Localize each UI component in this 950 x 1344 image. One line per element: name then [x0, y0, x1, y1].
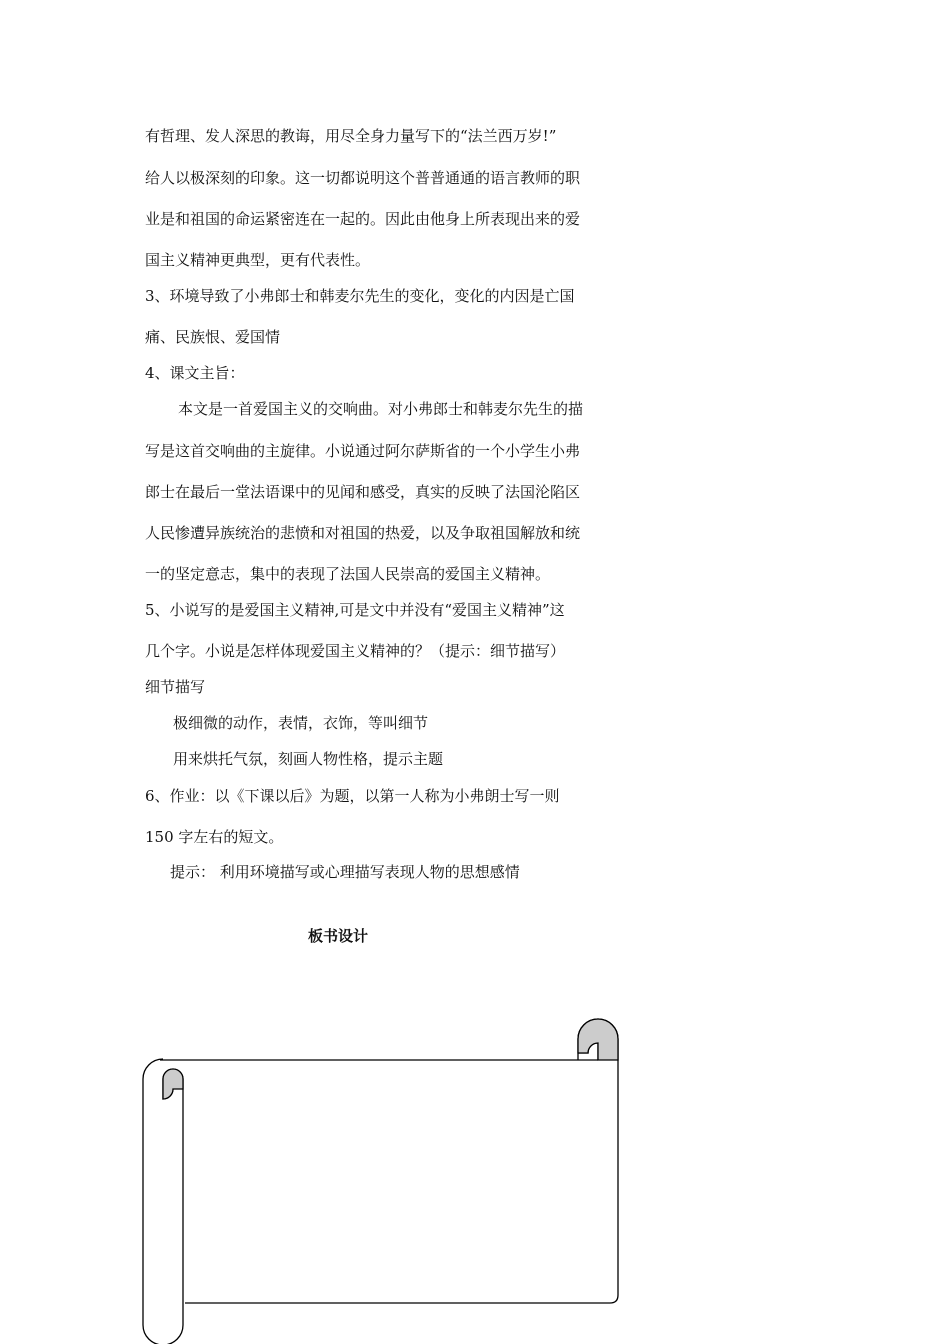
item-4-heading: 4、课文主旨：: [145, 364, 245, 382]
paragraph-line: 给人以极深刻的印象。这一切都说明这个普普通通的语言教师的职: [145, 169, 581, 187]
detail-line: 极细微的动作，表情，衣饰，等叫细节: [173, 714, 429, 732]
board-design-heading: 板书设计: [308, 927, 369, 945]
paragraph-line: 有哲理、发人深思的教诲，用尽全身力量写下的“法兰西万岁!”: [145, 127, 557, 145]
paragraph-line: 国主义精神更典型，更有代表性。: [145, 251, 371, 269]
theme-paragraph-line: 写是这首交响曲的主旋律。小说通过阿尔萨斯省的一个小学生小弗: [145, 442, 581, 460]
item-6-line: 6、作业：以《下课以后》为题，以第一人称为小弗朗士写一则: [145, 787, 560, 805]
theme-paragraph-line: 人民惨遭异族统治的悲愤和对祖国的热爱，以及争取祖国解放和统: [145, 524, 581, 542]
paragraph-line: 业是和祖国的命运紧密连在一起的。因此由他身上所表现出来的爱: [145, 210, 581, 228]
theme-paragraph-line: 郎士在最后一堂法语课中的见闻和感受，真实的反映了法国沦陷区: [145, 483, 581, 501]
item-5-line: 几个字。小说是怎样体现爱国主义精神的？（提示：细节描写）: [145, 642, 566, 660]
detail-heading: 细节描写: [145, 678, 206, 696]
item-6-line: 150 字左右的短文。: [145, 828, 284, 846]
item-3-line: 3、环境导致了小弗郎士和韩麦尔先生的变化，变化的内因是亡国: [145, 287, 575, 305]
hint-line: 提示： 利用环境描写或心理描写表现人物的思想感情: [170, 863, 520, 881]
scroll-frame-graphic: [140, 1015, 625, 1344]
detail-line: 用来烘托气氛，刻画人物性格，提示主题: [173, 750, 444, 768]
item-3-line: 痛、民族恨、爱国情: [145, 328, 281, 346]
theme-paragraph-line: 本文是一首爱国主义的交响曲。对小弗郎士和韩麦尔先生的描: [178, 400, 584, 418]
item-5-line: 5、小说写的是爱国主义精神,可是文中并没有“爱国主义精神”这: [145, 601, 565, 619]
theme-paragraph-line: 一的坚定意志，集中的表现了法国人民崇高的爱国主义精神。: [145, 565, 551, 583]
